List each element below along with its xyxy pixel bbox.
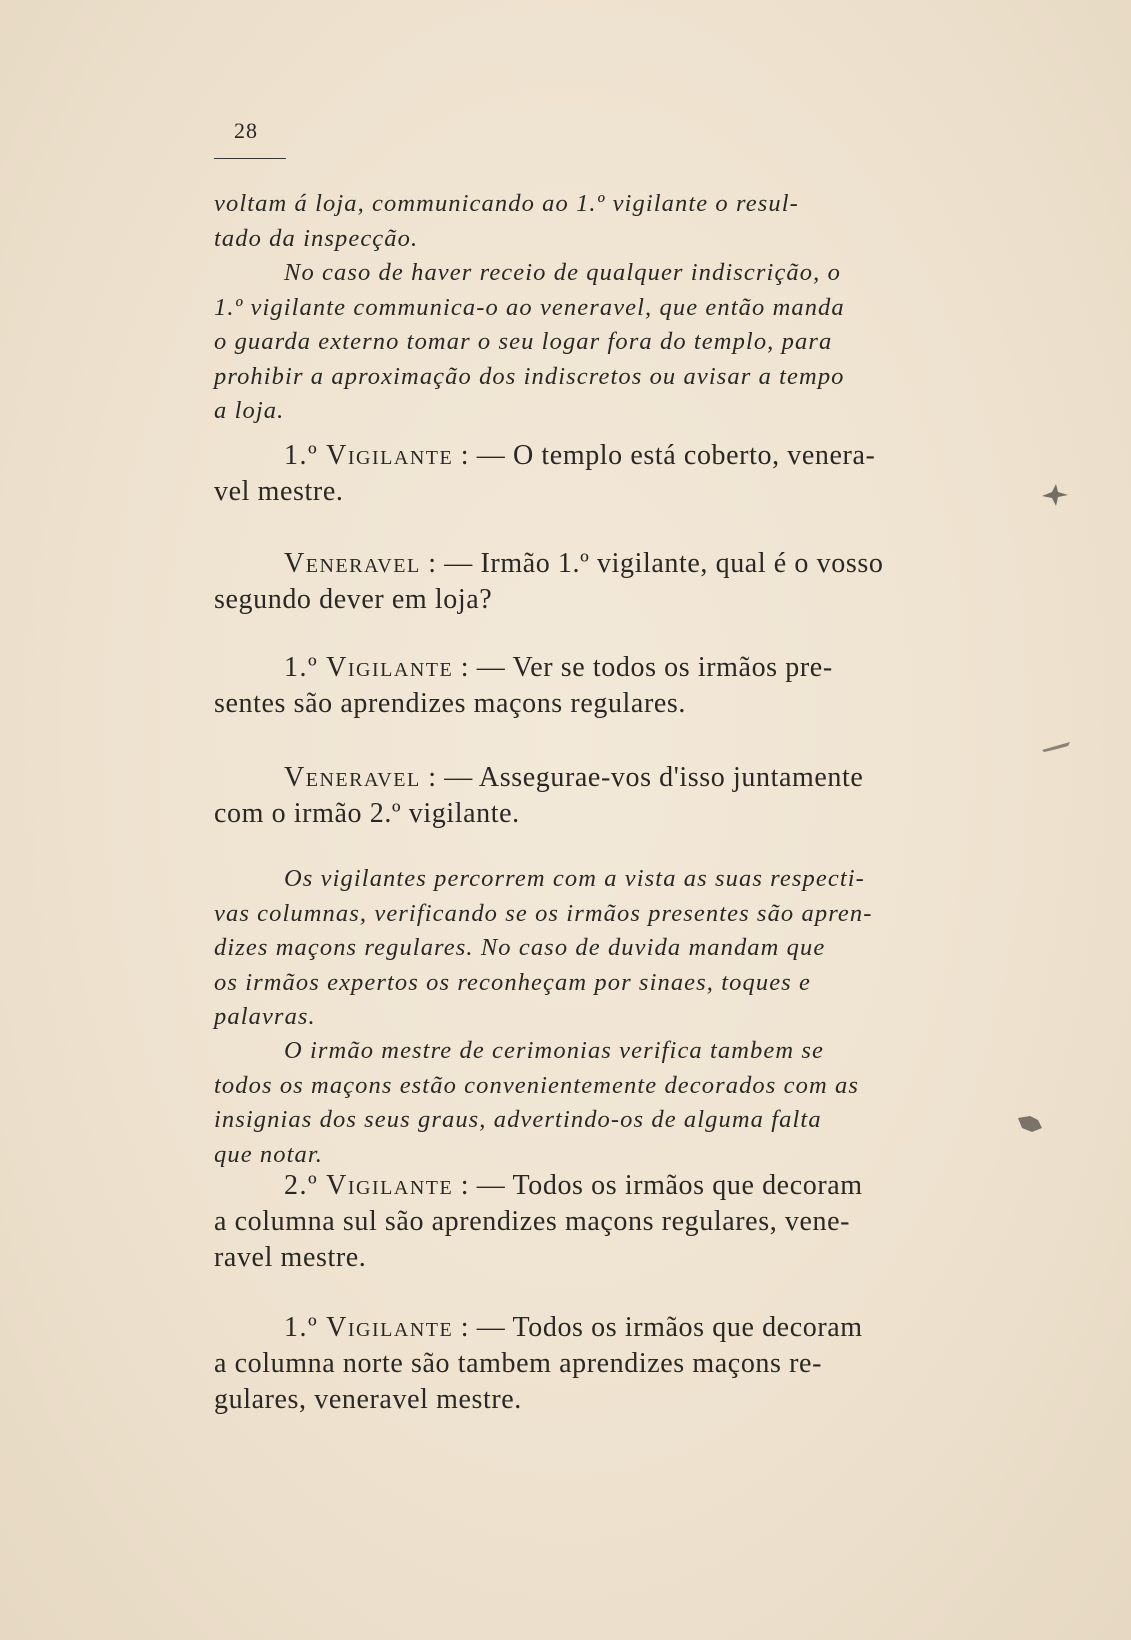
- speech-first-vigilant-check-brothers: [214, 650, 976, 722]
- paper-damage-mark: [1016, 1112, 1046, 1134]
- stage-direction-master-of-ceremonies: [214, 1034, 976, 1172]
- text-line: Veneravel : — Irmão 1.º vigilante, qual é o vosso: [284, 548, 884, 579]
- text-line: Os vigilantes percorrem com a vista as suas respecti-: [284, 865, 865, 892]
- speaker-label: 1.º Vigilante: [284, 652, 454, 683]
- speech-text: — Todos os irmãos que decoram: [476, 1312, 863, 1343]
- speech-first-vigilant-north-column: [214, 1310, 976, 1418]
- text-line: segundo dever em loja?: [214, 584, 493, 615]
- speech-first-vigilant-temple-covered: [214, 438, 976, 510]
- text-line: ravel mestre.: [214, 1242, 367, 1273]
- text-line: 1.º Vigilante : — Todos os irmãos que decoram: [284, 1312, 863, 1343]
- speaker-label: Veneravel: [284, 762, 421, 793]
- speech-text: — Todos os irmãos que decoram: [476, 1170, 863, 1201]
- speech-text: — Ver se todos os irmãos pre-: [476, 652, 833, 683]
- text-line: 2.º Vigilante : — Todos os irmãos que decoram: [284, 1170, 863, 1201]
- text-line: 1.º Vigilante : — Ver se todos os irmãos pre-: [284, 652, 833, 683]
- text-line: com o irmão 2.º vigilante.: [214, 798, 520, 829]
- text-line: vas columnas, verificando se os irmãos presentes são apren-: [214, 899, 873, 927]
- speech-veneravel-second-duty: [214, 546, 976, 618]
- text-line: todos os maçons estão convenientemente decorados com as: [214, 1071, 859, 1099]
- stage-direction-vigilants-survey: [214, 862, 976, 1035]
- speech-veneravel-assure: [214, 760, 976, 832]
- text-line: a columna norte são tambem aprendizes maçons re-: [214, 1348, 823, 1379]
- text-line: 1.º vigilante communica-o ao veneravel, que então manda: [214, 293, 845, 321]
- text-line: Veneravel : — Assegurae-vos d'isso juntamente: [284, 762, 864, 793]
- text-line: 1.º Vigilante : — O templo está coberto, venera-: [284, 440, 876, 471]
- speaker-label: 1.º Vigilante: [284, 440, 454, 471]
- text-line: sentes são aprendizes maçons regulares.: [214, 688, 687, 719]
- speaker-label: Veneravel: [284, 548, 421, 579]
- paper-damage-mark: [1042, 736, 1072, 758]
- text-line: vel mestre.: [214, 476, 344, 507]
- text-line: palavras.: [214, 1003, 316, 1030]
- text-line: dizes maçons regulares. No caso de duvida mandam que: [214, 934, 826, 961]
- text-line: No caso de haver receio de qualquer indiscrição, o: [284, 259, 841, 286]
- header-rule: [214, 158, 286, 159]
- speech-text: — Assegurae-vos d'isso juntamente: [444, 762, 864, 793]
- speaker-label: 2.º Vigilante: [284, 1170, 454, 1201]
- page-number: 28: [234, 118, 258, 143]
- text-line: tado da inspecção.: [214, 224, 419, 252]
- stage-direction-inspection-result: [214, 187, 976, 256]
- speech-text: — Irmão 1.º vigilante, qual é o vosso: [444, 548, 884, 579]
- text-line: os irmãos expertos os reconheçam por sinaes, toques e: [214, 968, 812, 996]
- text-line: voltam á loja, communicando ao 1.º vigilante o resul-: [214, 190, 799, 217]
- text-line: gulares, veneravel mestre.: [214, 1384, 522, 1415]
- speaker-label: 1.º Vigilante: [284, 1312, 454, 1343]
- text-line: a columna sul são aprendizes maçons regulares, vene-: [214, 1206, 851, 1237]
- speech-second-vigilant-south-column: [214, 1168, 976, 1276]
- speech-text: — O templo está coberto, venera-: [476, 440, 876, 471]
- text-line: insignias dos seus graus, advertindo-os de alguma falta: [214, 1106, 822, 1133]
- stage-direction-indiscretion: [214, 256, 976, 429]
- paper-damage-mark: [1040, 484, 1070, 506]
- text-line: o guarda externo tomar o seu logar fora do templo, para: [214, 328, 833, 355]
- text-line: que notar.: [214, 1140, 323, 1168]
- text-line: prohibir a aproximação dos indiscretos ou avisar a tempo: [214, 362, 845, 390]
- text-line: a loja.: [214, 397, 285, 424]
- text-line: O irmão mestre de cerimonias verifica tambem se: [284, 1037, 825, 1064]
